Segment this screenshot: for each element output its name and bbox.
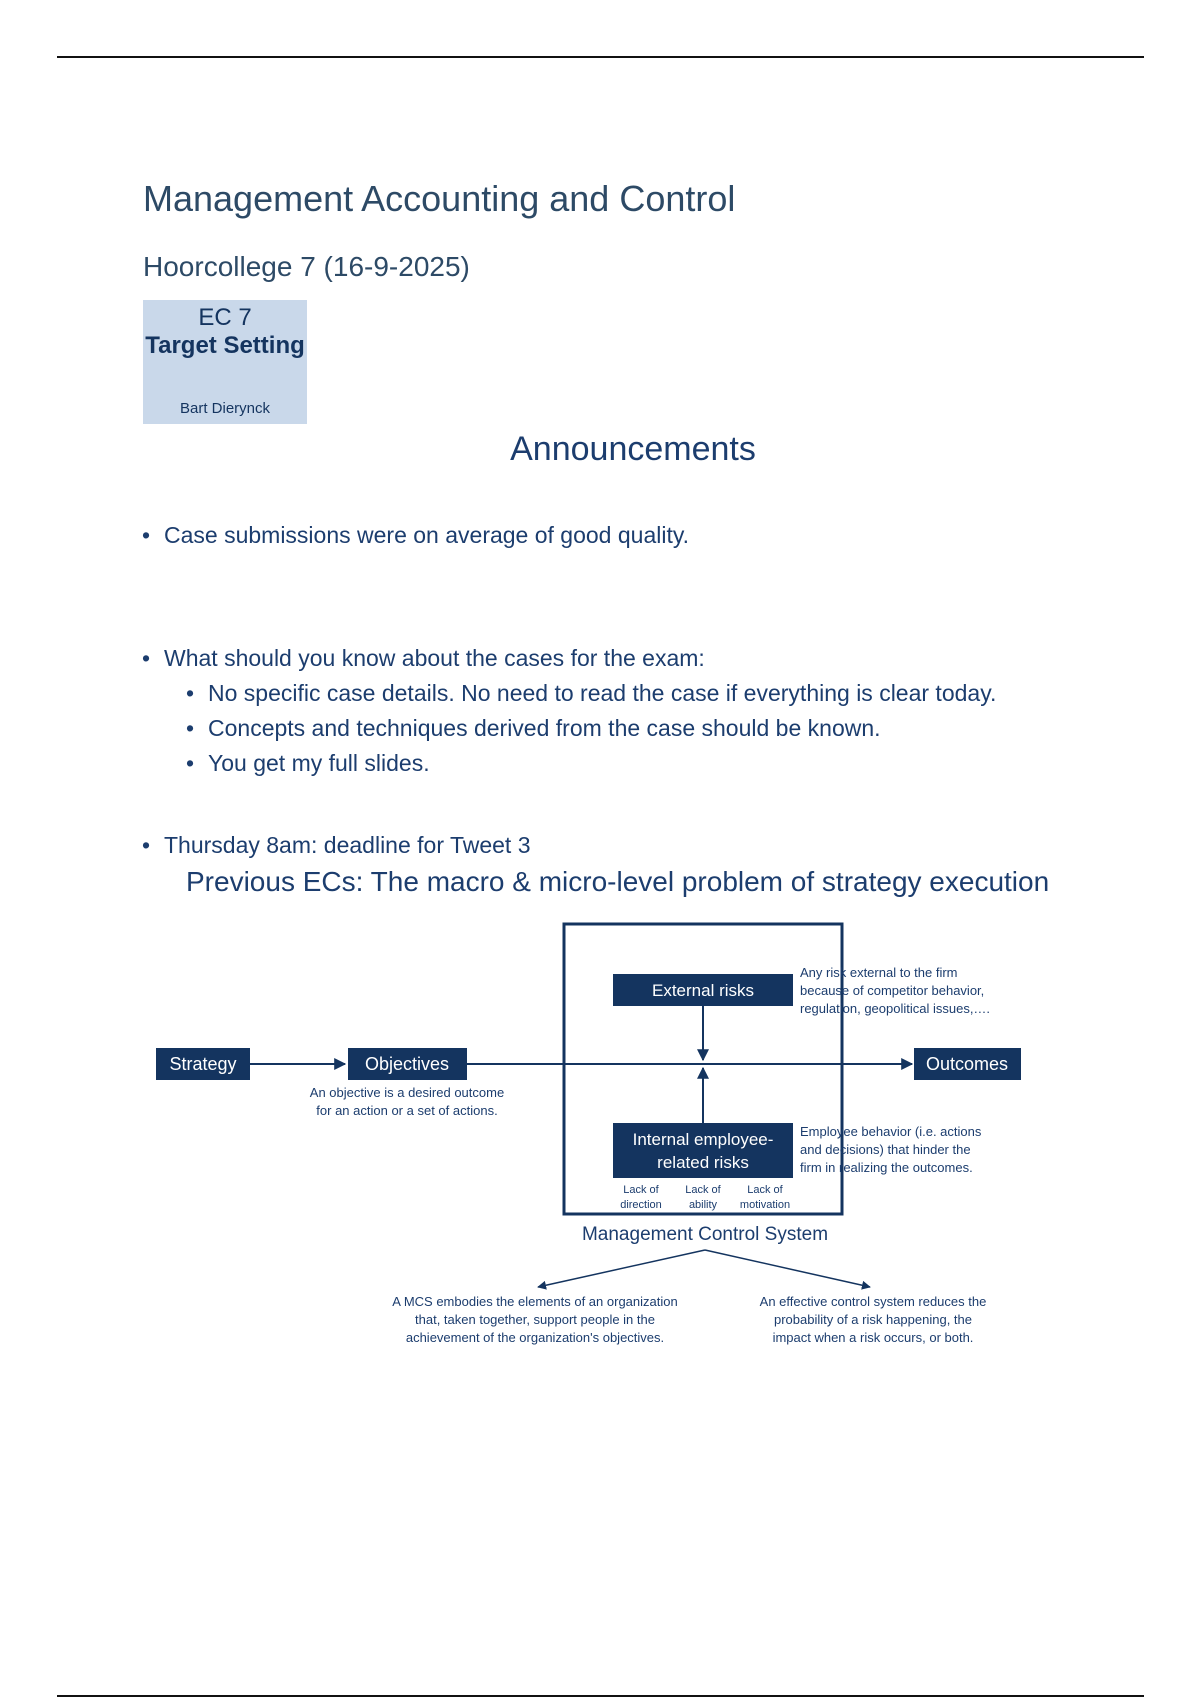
lack-motivation-label: Lack of [747, 1184, 783, 1196]
internal-definition-line: and decisions) that hinder the [800, 1142, 971, 1157]
bullet-dot: • [186, 680, 195, 706]
lack-direction-label: direction [620, 1199, 662, 1211]
sub-bullet-text: You get my full slides. [208, 750, 430, 776]
document-title: Management Accounting and Control [143, 178, 736, 219]
mcs-branch-right-arrow [705, 1250, 870, 1287]
sub-bullet-text: No specific case details. No need to read the case if everything is clear today. [208, 680, 997, 706]
objective-definition-line2: for an action or a set of actions. [316, 1103, 498, 1118]
strategy-label: Strategy [169, 1054, 237, 1074]
diagram-title: Previous ECs: The macro & micro-level problem of strategy execution [186, 866, 1050, 897]
lack-ability-label: ability [688, 1199, 718, 1211]
objective-definition-line1: An objective is a desired outcome [309, 1085, 505, 1100]
mcs-branch-left-arrow [538, 1250, 705, 1287]
mcs-definition-line: achievement of the organization's objectives. [405, 1330, 665, 1345]
sub-bullet-text: Concepts and techniques derived from the case should be known. [208, 715, 881, 741]
effective-definition-line: probability of a risk happening, the [773, 1312, 973, 1327]
bottom-rule [57, 1695, 1144, 1697]
thumbnail-line2: Target Setting [145, 332, 305, 359]
mcs-definition-line: that, taken together, support people in the [415, 1312, 655, 1327]
outcomes-label: Outcomes [925, 1054, 1009, 1074]
objectives-label: Objectives [364, 1054, 450, 1074]
internal-risks-label-line1: Internal employee- [632, 1130, 774, 1149]
document-subtitle: Hoorcollege 7 (16-9-2025) [143, 251, 470, 282]
bullet-dot: • [142, 522, 151, 548]
mcs-label: Management Control System [581, 1224, 829, 1245]
announcements-title: Announcements [510, 430, 756, 468]
bullet-dot: • [142, 832, 151, 858]
external-definition-line: Any risk external to the firm [800, 965, 958, 980]
internal-definition-line: firm in realizing the outcomes. [800, 1160, 973, 1175]
thumbnail-author: Bart Dierynck [179, 400, 271, 417]
effective-definition-line: impact when a risk occurs, or both. [772, 1330, 974, 1345]
external-risks-label: External risks [651, 981, 755, 1000]
lack-motivation-label: motivation [739, 1199, 791, 1211]
external-definition-line: regulation, geopolitical issues,…. [800, 1001, 991, 1016]
thumbnail-line1: EC 7 [198, 304, 252, 331]
lack-direction-label: Lack of [623, 1184, 659, 1196]
mcs-definition-line: A MCS embodies the elements of an organization [392, 1294, 678, 1309]
internal-risks-label-line2: related risks [657, 1153, 749, 1172]
effective-definition-line: An effective control system reduces the [759, 1294, 987, 1309]
bullet-dot: • [186, 750, 195, 776]
lack-ability-label: Lack of [685, 1184, 721, 1196]
bullet-dot: • [142, 645, 151, 671]
bullet-text: Thursday 8am: deadline for Tweet 3 [164, 832, 531, 858]
bullet-text: Case submissions were on average of good quality. [164, 522, 690, 548]
external-definition-line: because of competitor behavior, [800, 983, 985, 998]
internal-definition-line: Employee behavior (i.e. actions [800, 1124, 982, 1139]
bullet-text: What should you know about the cases for the exam: [164, 645, 705, 671]
bullet-dot: • [186, 715, 195, 741]
